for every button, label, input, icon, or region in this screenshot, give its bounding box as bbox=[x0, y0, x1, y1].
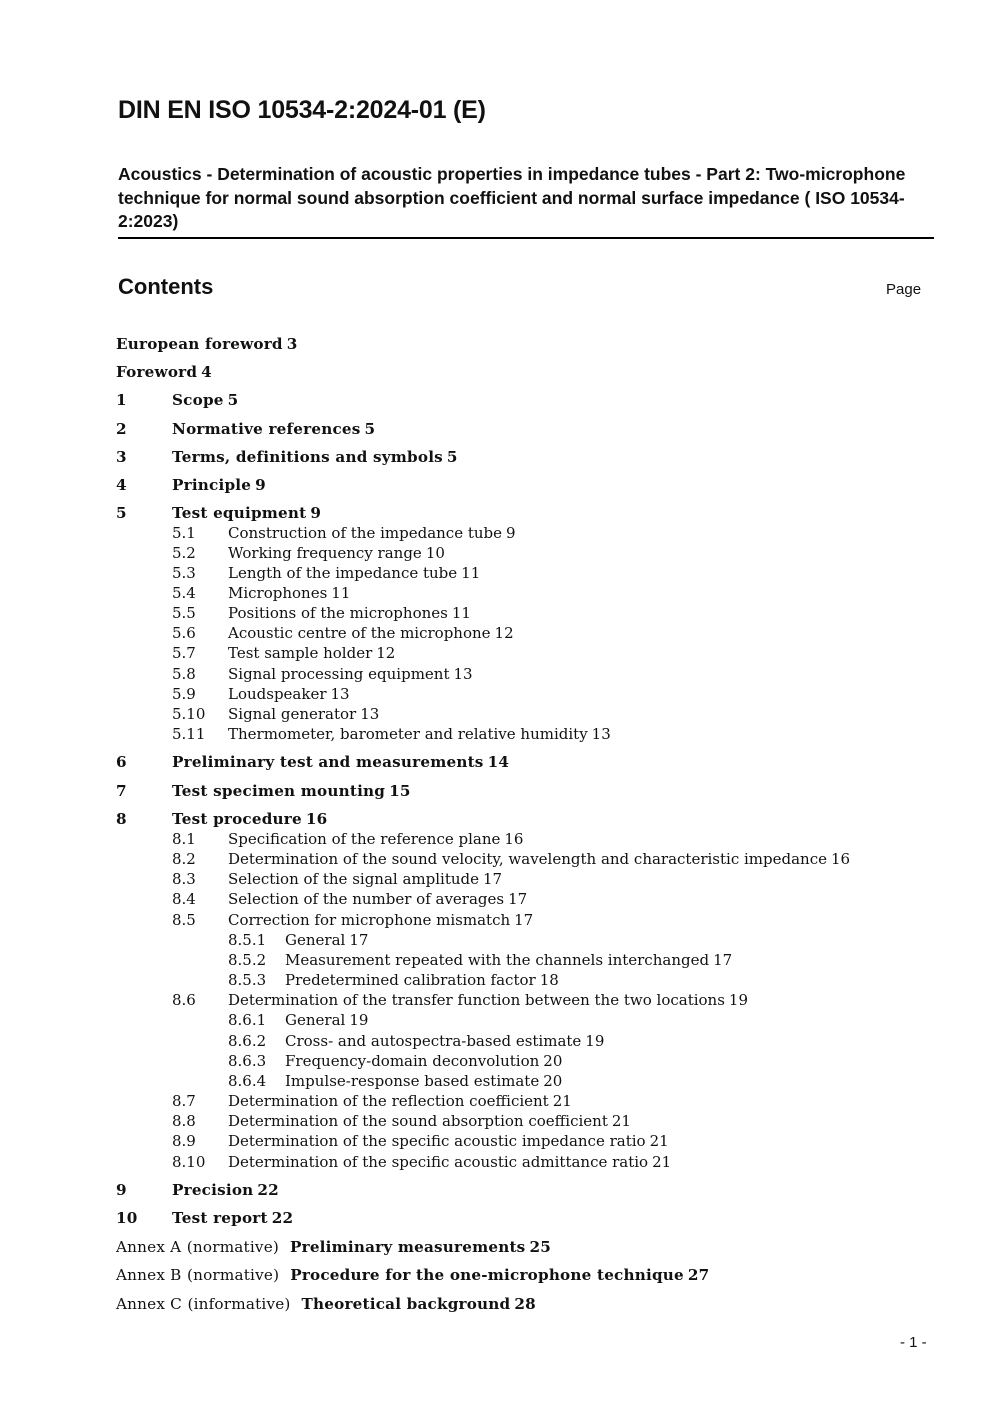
toc-number: 7 bbox=[116, 782, 127, 800]
toc-page: 11 bbox=[451, 604, 471, 622]
toc-page: 21 bbox=[611, 1112, 631, 1130]
toc-page: 13 bbox=[330, 685, 350, 703]
toc-title: Foreword bbox=[116, 363, 198, 381]
toc-number: 5.8 bbox=[172, 665, 196, 683]
toc-title: Signal generator bbox=[228, 705, 357, 723]
toc-page: 4 bbox=[201, 363, 212, 381]
toc-title: Normative references bbox=[172, 420, 361, 438]
annex-label: Annex C bbox=[116, 1295, 182, 1313]
toc-title: Terms, definitions and symbols bbox=[172, 448, 443, 466]
toc-number: 9 bbox=[116, 1181, 127, 1199]
toc-number: 8.2 bbox=[172, 850, 196, 868]
toc-number: 8.8 bbox=[172, 1112, 196, 1130]
toc-number: 1 bbox=[116, 391, 127, 409]
toc-number: 8.6 bbox=[172, 991, 196, 1009]
toc-page: 20 bbox=[543, 1072, 563, 1090]
toc-number: 8.9 bbox=[172, 1132, 196, 1150]
toc-page: 13 bbox=[360, 705, 380, 723]
toc-title: Determination of the transfer function between the two locations bbox=[228, 991, 725, 1009]
toc-title: Determination of the specific acoustic impedance ratio bbox=[228, 1132, 646, 1150]
toc-number: 5.10 bbox=[172, 705, 206, 723]
toc-number: 5.4 bbox=[172, 584, 196, 602]
toc-page: 11 bbox=[461, 564, 481, 582]
toc-page: 9 bbox=[310, 504, 322, 522]
toc-page: 17 bbox=[508, 890, 528, 908]
toc-page: 17 bbox=[349, 931, 369, 949]
toc-title: Selection of the signal amplitude bbox=[228, 870, 479, 888]
toc-page: 12 bbox=[376, 644, 396, 662]
page-column-label: Page bbox=[886, 281, 922, 298]
toc-title: Impulse-response based estimate bbox=[285, 1072, 540, 1090]
annex-label: Annex B bbox=[116, 1266, 182, 1284]
toc-page: 13 bbox=[453, 665, 473, 683]
toc-page: 17 bbox=[483, 870, 503, 888]
toc-number: 8.5.3 bbox=[228, 971, 267, 989]
toc-number: 8.3 bbox=[172, 870, 196, 888]
toc-page: 9 bbox=[506, 524, 516, 542]
toc-title: Test specimen mounting bbox=[172, 782, 386, 800]
toc-title: Microphones bbox=[228, 584, 328, 602]
toc-title: Test sample holder bbox=[228, 644, 373, 662]
toc-number: 8.5.2 bbox=[228, 951, 267, 969]
toc-page: 11 bbox=[331, 584, 351, 602]
toc-title: European foreword bbox=[116, 335, 283, 353]
toc-number: 5.2 bbox=[172, 544, 196, 562]
toc-number: 5.3 bbox=[172, 564, 196, 582]
toc-page: 10 bbox=[425, 544, 445, 562]
toc-page: 28 bbox=[514, 1295, 536, 1313]
annex-kind: (informative) bbox=[187, 1295, 291, 1313]
toc-page: 21 bbox=[649, 1132, 669, 1150]
toc-title: Selection of the number of averages bbox=[228, 890, 505, 908]
document-subtitle: Acoustics - Determination of acoustic properties in impedance tubes - Part 2: Two-microphone technique for normal sound absorption coefficient and normal surface impedance ( ISO 10534-2:2023) bbox=[118, 163, 934, 239]
toc-page: 17 bbox=[713, 951, 733, 969]
toc-title: Predetermined calibration factor bbox=[285, 971, 536, 989]
toc-number: 5.6 bbox=[172, 624, 196, 642]
toc-number: 5.5 bbox=[172, 604, 196, 622]
toc-page: 16 bbox=[305, 810, 328, 828]
toc-title: Thermometer, barometer and relative humidity bbox=[228, 725, 588, 743]
toc-page: 20 bbox=[543, 1052, 563, 1070]
toc-page: 5 bbox=[364, 420, 376, 438]
toc-page: 14 bbox=[487, 753, 510, 771]
toc-number: 5.9 bbox=[172, 685, 196, 703]
toc-page: 12 bbox=[494, 624, 514, 642]
toc-title: General bbox=[285, 1011, 346, 1029]
toc-number: 8.5.1 bbox=[228, 931, 267, 949]
annex-title: Procedure for the one-microphone technique bbox=[290, 1266, 684, 1284]
toc-title: Construction of the impedance tube bbox=[228, 524, 503, 542]
toc-title bbox=[116, 1265, 684, 1285]
toc-title: Signal processing equipment bbox=[228, 665, 450, 683]
toc-title: Test report bbox=[172, 1209, 268, 1227]
toc-title: Preliminary test and measurements bbox=[172, 753, 484, 771]
annex-kind: (normative) bbox=[186, 1266, 280, 1284]
toc-title: Length of the impedance tube bbox=[228, 564, 458, 582]
toc-title: Cross- and autospectra-based estimate bbox=[285, 1032, 582, 1050]
toc-title: Test procedure bbox=[172, 810, 302, 828]
toc-number: 8.6.2 bbox=[228, 1032, 267, 1050]
toc-number: 8 bbox=[116, 810, 127, 828]
toc-number: 8.5 bbox=[172, 911, 196, 929]
contents-heading: Contents bbox=[118, 274, 214, 299]
toc-page: 15 bbox=[389, 782, 411, 800]
toc-title: Positions of the microphones bbox=[228, 604, 448, 622]
toc-number: 5.11 bbox=[172, 725, 206, 743]
toc-title bbox=[116, 1294, 510, 1314]
toc-page: 16 bbox=[830, 850, 851, 868]
toc-number: 8.1 bbox=[172, 830, 196, 848]
toc-page: 19 bbox=[728, 991, 749, 1009]
toc-number: 5.7 bbox=[172, 644, 196, 662]
annex-label: Annex A bbox=[116, 1238, 182, 1256]
toc-number: 3 bbox=[116, 448, 127, 466]
toc-number: 10 bbox=[116, 1209, 138, 1227]
annex-title: Theoretical background bbox=[301, 1295, 511, 1313]
toc-page: 21 bbox=[652, 1153, 672, 1171]
toc-page: 3 bbox=[286, 335, 298, 353]
toc-number: 8.6.1 bbox=[228, 1011, 267, 1029]
toc-title: Determination of the reflection coefficient bbox=[228, 1092, 549, 1110]
toc-page: 25 bbox=[529, 1238, 551, 1256]
toc-title: Working frequency range bbox=[228, 544, 422, 562]
toc-page: 5 bbox=[227, 391, 239, 409]
toc-page: 22 bbox=[257, 1181, 279, 1199]
toc-title: Correction for microphone mismatch bbox=[228, 911, 511, 929]
toc-page: 18 bbox=[539, 971, 559, 989]
toc-title: Determination of the sound absorption coefficient bbox=[228, 1112, 608, 1130]
toc-title: Principle bbox=[172, 476, 252, 494]
toc-number: 4 bbox=[116, 476, 127, 494]
toc-page: 13 bbox=[591, 725, 611, 743]
toc-title: Precision bbox=[172, 1181, 254, 1199]
toc-number: 8.6.3 bbox=[228, 1052, 267, 1070]
toc-number: 2 bbox=[116, 420, 127, 438]
toc-title: Loudspeaker bbox=[228, 685, 327, 703]
toc-page: 16 bbox=[504, 830, 524, 848]
toc-title: Determination of the sound velocity, wavelength and characteristic impedance bbox=[228, 850, 827, 868]
toc-number: 8.10 bbox=[172, 1153, 206, 1171]
toc-number: 8.7 bbox=[172, 1092, 196, 1110]
toc-page: 22 bbox=[271, 1209, 294, 1227]
toc-title: Measurement repeated with the channels interchanged bbox=[285, 951, 710, 969]
annex-kind: (normative) bbox=[186, 1238, 280, 1256]
toc-page: 21 bbox=[552, 1092, 572, 1110]
toc-title: Specification of the reference plane bbox=[228, 830, 501, 848]
toc-number: 5 bbox=[116, 504, 127, 522]
toc-number: 8.6.4 bbox=[228, 1072, 267, 1090]
toc-page: 19 bbox=[349, 1011, 369, 1029]
toc-page: 9 bbox=[255, 476, 266, 494]
toc-title: General bbox=[285, 931, 346, 949]
toc-title: Scope bbox=[172, 391, 224, 409]
toc-title: Frequency-domain deconvolution bbox=[285, 1052, 540, 1070]
document-id: DIN EN ISO 10534-2:2024-01 (E) bbox=[118, 96, 486, 124]
toc-page: 19 bbox=[585, 1032, 605, 1050]
toc-page: 5 bbox=[446, 448, 458, 466]
toc-page: 27 bbox=[687, 1266, 710, 1284]
toc-title: Acoustic centre of the microphone bbox=[228, 624, 491, 642]
toc-number: 6 bbox=[116, 753, 127, 771]
toc-title: Determination of the specific acoustic admittance ratio bbox=[228, 1153, 649, 1171]
toc-number: 8.4 bbox=[172, 890, 196, 908]
toc-title: Test equipment bbox=[172, 504, 307, 522]
page-number: - 1 - bbox=[900, 1334, 927, 1351]
annex-title: Preliminary measurements bbox=[290, 1238, 526, 1256]
toc-title bbox=[116, 1237, 525, 1257]
toc-number: 5.1 bbox=[172, 524, 196, 542]
toc-page: 17 bbox=[514, 911, 534, 929]
